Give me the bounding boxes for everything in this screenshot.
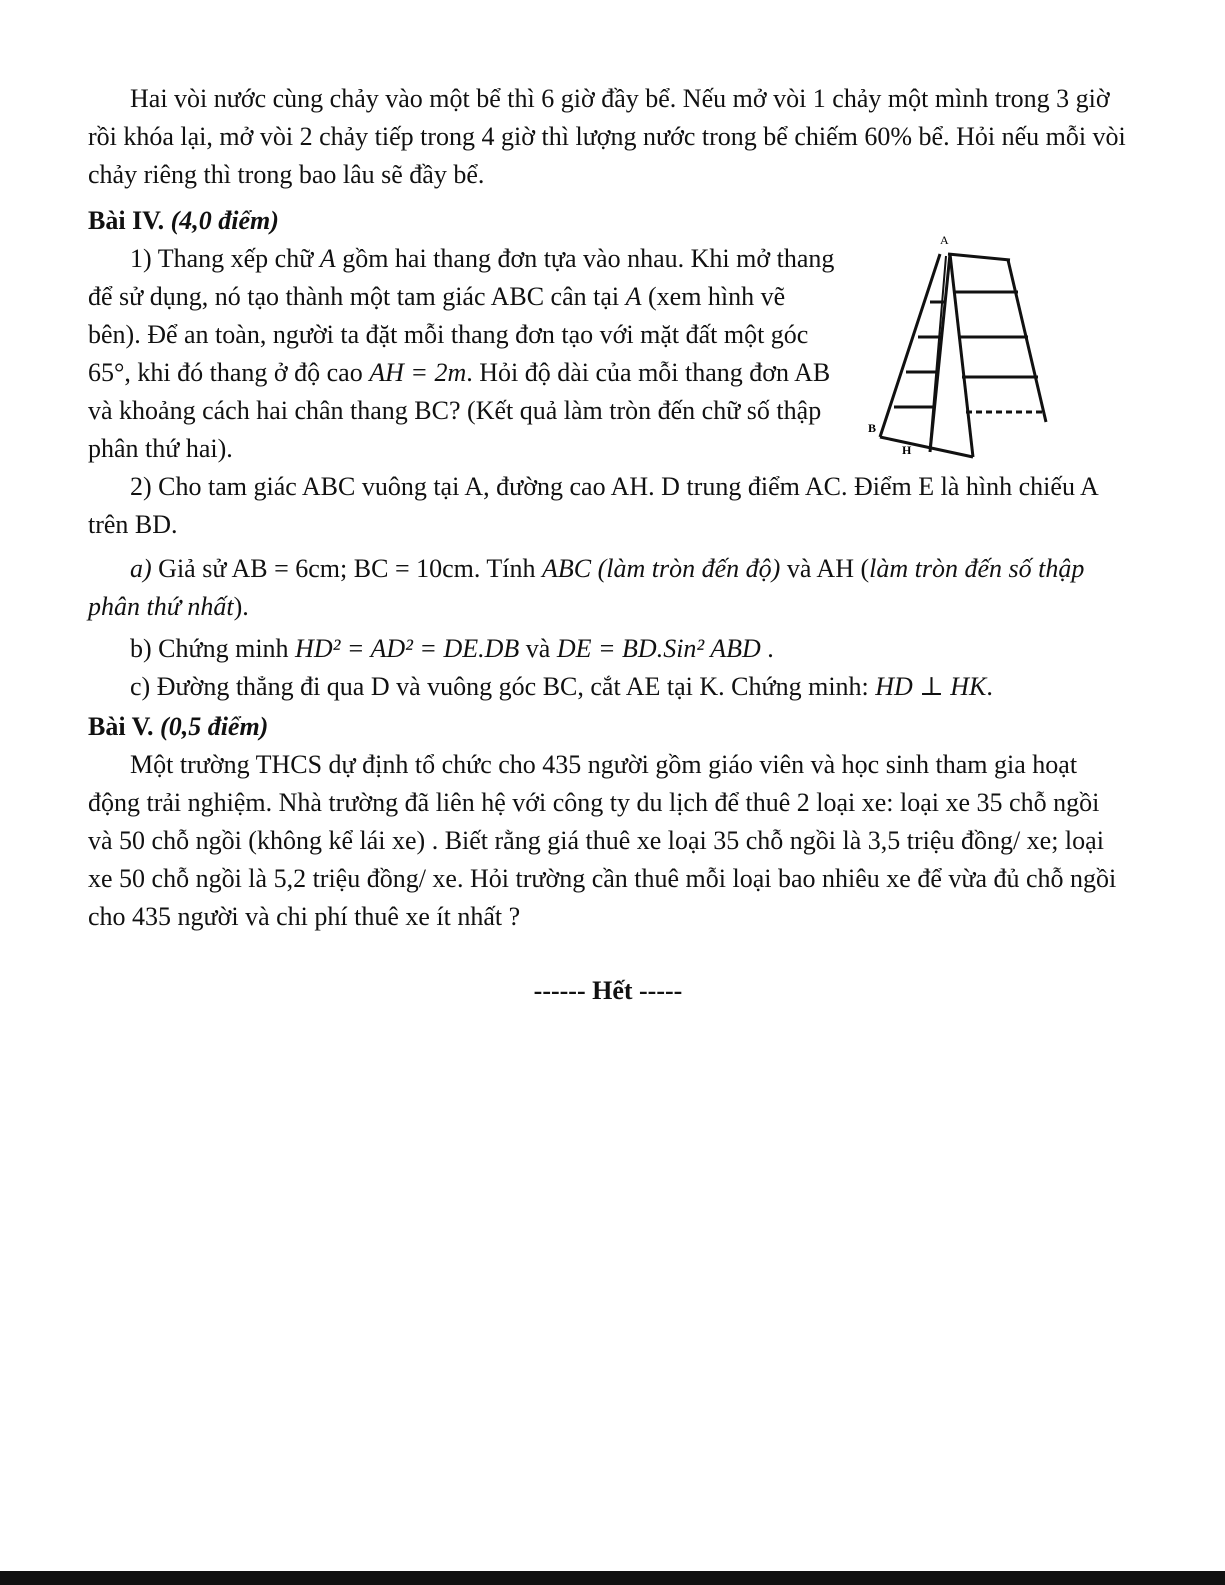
pc-end: . [986, 672, 993, 701]
pa-paren1: (làm tròn đến độ) [591, 554, 781, 583]
page-bottom-border [0, 1571, 1225, 1585]
figure-label-a: A [940, 233, 949, 247]
bai4-points: (4,0 điểm) [170, 206, 279, 235]
figure-label-h: H [902, 443, 912, 457]
p1-height: AH = 2m [369, 358, 467, 387]
pb-text: b) Chứng minh [130, 634, 296, 663]
pa-text: Giả sử AB = 6cm; BC = 10cm. Tính [151, 554, 543, 583]
bai4-p2: 2) Cho tam giác ABC vuông tại A, đường cao AH. D trung điểm AC. Điểm E là hình chiếu A trên BD. [88, 472, 1098, 539]
pa-end: ). [233, 592, 249, 621]
pa-angle: ABC [542, 554, 592, 583]
bai4-p1 [88, 240, 840, 468]
intro-paragraph: Hai vòi nước cùng chảy vào một bể thì 6 giờ đầy bể. Nếu mở vòi 1 chảy một mình trong 3 giờ rồi khóa lại, mở vòi 2 chảy tiếp trong 4 giờ thì lượng nước trong bể chiếm 60% bể. Hỏi nếu mỗi vòi chảy riêng thì trong bao lâu sẽ đầy bể. [88, 84, 1126, 189]
p1-angle: 65° [88, 358, 125, 387]
bai5-heading [88, 708, 1128, 746]
bai4-pb [88, 630, 1128, 668]
pb-math1: HD² = AD² = DE.DB [295, 634, 520, 663]
p1-text-a: 1) Thang xếp chữ [130, 244, 320, 273]
p1-letter-a: A [319, 244, 336, 273]
p1-text-c: (xem hình vẽ bên). Để an toàn, người ta đặt mỗi thang đơn tạo với mặt đất một góc [88, 282, 809, 349]
p1-text-b: gồm hai thang đơn tựa vào nhau. Khi mở thang để sử dụng, nó tạo thành một tam giác ABC cân tại [88, 244, 835, 311]
exam-page [88, 80, 1128, 1010]
pa-and: và AH ( [780, 554, 870, 583]
bai4-part1 [88, 233, 1128, 468]
bai5-points: (0,5 điểm) [160, 712, 269, 741]
bai4-pa [88, 550, 1128, 626]
pb-end: . [760, 634, 774, 663]
figure-label-b: B [868, 421, 877, 435]
ladder-figure [868, 232, 1078, 477]
pa-label: a) [130, 554, 152, 583]
bai4-pc [88, 668, 1128, 706]
p1-letter-a2: A [625, 282, 642, 311]
pc-text: c) Đường thẳng đi qua D và vuông góc BC, cắt AE tại K. Chứng minh: [130, 672, 876, 701]
bai5-title: Bài V. [88, 712, 154, 741]
p1-text-d: , khi đó thang ở độ cao [124, 358, 370, 387]
p1-text-e: . Hỏi độ dài của mỗi thang đơn AB và khoảng cách hai chân thang BC? (Kết quả làm tròn đến chữ số thập phân thứ hai). [88, 358, 831, 463]
bai5-paragraph: Một trường THCS dự định tổ chức cho 435 người gồm giáo viên và học sinh tham gia hoạt động trải nghiệm. Nhà trường đã liên hệ với công ty du lịch để thuê 2 loại xe: loại xe 35 chỗ ngồi và 50 chỗ ngồi (không kể lái xe) . Biết rằng giá thuê xe loại 35 chỗ ngồi là 3,5 triệu đồng/ xe; loại xe 50 chỗ ngồi là 5,2 triệu đồng/ xe. Hỏi trường cần thuê mỗi loại bao nhiêu xe để vừa đủ chỗ ngồi cho 435 người và chi phí thuê xe ít nhất ? [88, 750, 1117, 931]
pb-math2: DE = BD.Sin² ABD [556, 634, 761, 663]
pc-math: HD ⊥ HK [875, 672, 987, 701]
pb-and: và [519, 634, 557, 663]
end-marker: ------ Hết ----- [533, 976, 683, 1005]
bai4-title: Bài IV. [88, 206, 165, 235]
pa-paren2: làm tròn đến số thập phân thứ nhất [88, 554, 1085, 621]
